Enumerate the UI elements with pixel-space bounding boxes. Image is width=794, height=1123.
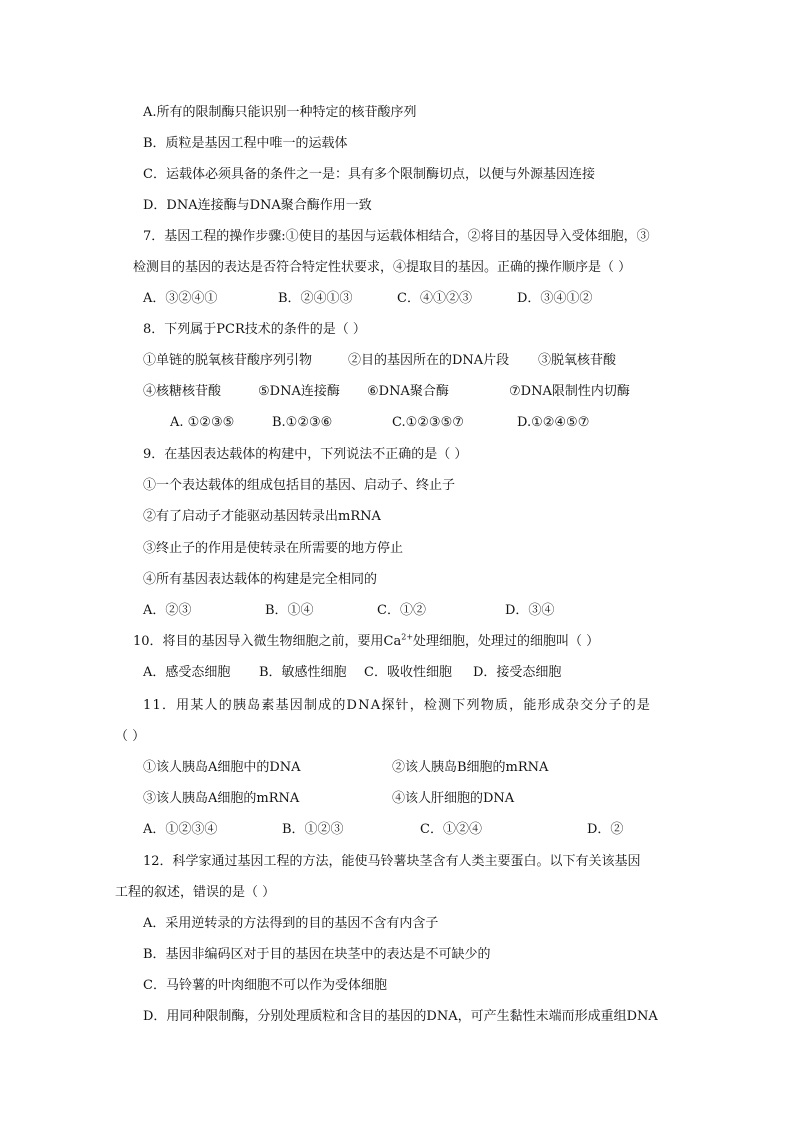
q9-option-a: A．②③ [143, 603, 192, 618]
q8-option-b: B.①②③⑥ [272, 415, 333, 430]
q11-items-row1 [143, 759, 703, 777]
q10-stem-before: 10．将目的基因导入微生物细胞之前，要用Ca [133, 634, 402, 649]
q12-stem-line1: 12．科学家通过基因工程的方法，能使马铃薯块茎含有人类主要蛋白。以下有关该基因 [143, 854, 641, 869]
q10-option-a: A．感受态细胞 [143, 665, 231, 680]
q11-option-d: D．② [587, 822, 624, 837]
q8-option-c: C.①②③⑤⑦ [392, 415, 464, 430]
q8-item-5: ⑤DNA连接酶 [258, 384, 340, 399]
q11-item-4: ④该人肝细胞的DNA [392, 791, 515, 806]
q9-item-2: ②有了启动子才能驱动基因转录出mRNA [143, 509, 381, 524]
q12-option-c: C．马铃薯的叶肉细胞不可以作为受体细胞 [143, 978, 387, 993]
q9-item-3: ③终止子的作用是使转录在所需要的地方停止 [143, 541, 404, 556]
q8-stem: 8．下列属于PCR技术的条件的是（ ） [143, 322, 366, 337]
q11-option-b: B．①②③ [282, 822, 344, 837]
q7-stem-line2: 检测目的基因的表达是否符合特定性状要求，④提取目的基因。正确的操作顺序是（ ） [133, 260, 632, 275]
q9-option-b: B．①④ [265, 603, 314, 618]
q8-items-row2 [143, 383, 703, 401]
q11-item-1: ①该人胰岛A细胞中的DNA [143, 760, 301, 775]
q8-item-4: ④核糖核苷酸 [143, 384, 222, 399]
q10-stem-superscript: 2+ [401, 632, 414, 642]
q11-stem-line2: （ ） [115, 729, 146, 744]
q8-item-2: ②目的基因所在的DNA片段 [348, 353, 510, 368]
q10-stem-after: 处理细胞，处理过的细胞叫（ ） [413, 634, 600, 649]
q11-item-2: ②该人胰岛B细胞的mRNA [392, 760, 549, 775]
q12-stem-line2: 工程的叙述，错误的是（ ） [115, 885, 276, 900]
q8-item-7: ⑦DNA限制性内切酶 [509, 384, 630, 399]
q9-item-4: ④所有基因表达载体的构建是完全相同的 [143, 572, 378, 587]
q10-options [143, 664, 703, 682]
q12-option-a: A．采用逆转录的方法得到的目的基因不含有内含子 [143, 916, 439, 931]
q11-option-a: A．①②③④ [143, 822, 218, 837]
q11-option-c: C．①②④ [420, 822, 482, 837]
q6-option-c: C．运载体必须具备的条件之一是：具有多个限制酶切点，以便与外源基因连接 [143, 167, 595, 182]
q12-option-b: B．基因非编码区对于目的基因在块茎中的表达是不可缺少的 [143, 947, 491, 962]
q7-option-a: A．③②④① [143, 291, 218, 306]
q12-option-d: D．用同种限制酶，分别处理质粒和含目的基因的DNA，可产生黏性末端而形成重组DNA [143, 1009, 658, 1024]
q10-option-b: B．敏感性细胞 [259, 665, 347, 680]
q7-option-b: B．②④①③ [278, 291, 353, 306]
q7-stem-line1: 7．基因工程的操作步骤:①使目的基因与运载体相结合，②将目的基因导入受体细胞，③ [143, 229, 650, 244]
q8-option-a: A. ①②③⑤ [170, 415, 235, 430]
q9-item-1: ①一个表达载体的组成包括目的基因、启动子、终止子 [143, 478, 456, 493]
q8-item-1: ①单链的脱氧核苷酸序列引物 [143, 353, 313, 368]
q11-stem-line1: 11．用某人的胰岛素基因制成的DNA探针，检测下列物质，能形成杂交分子的是 [143, 698, 652, 713]
q8-items-row1 [143, 352, 703, 370]
q11-options [143, 821, 703, 839]
q6-option-d: D．DNA连接酶与DNA聚合酶作用一致 [143, 198, 372, 213]
q6-option-a: A.所有的限制酶只能识别一种特定的核苷酸序列 [143, 105, 417, 120]
q7-option-d: D．③④①② [517, 291, 593, 306]
q10-option-d: D．接受态细胞 [473, 665, 562, 680]
q8-item-6: ⑥DNA聚合酶 [367, 384, 449, 399]
q8-options [170, 414, 690, 432]
q11-item-3: ③该人胰岛A细胞的mRNA [143, 791, 300, 806]
q11-items-row2 [143, 790, 703, 808]
q10-stem [133, 633, 599, 651]
q8-option-d: D.①②④⑤⑦ [517, 415, 590, 430]
q7-option-c: C．④①②③ [397, 291, 472, 306]
q9-option-c: C．①② [377, 603, 426, 618]
q9-options [143, 602, 703, 620]
q9-stem: 9．在基因表达载体的构建中，下列说法不正确的是（ ） [143, 447, 468, 462]
q10-option-c: C．吸收性细胞 [364, 665, 452, 680]
q8-item-3: ③脱氧核苷酸 [538, 353, 617, 368]
q9-option-d: D．③④ [505, 603, 555, 618]
q6-option-b: B．质粒是基因工程中唯一的运载体 [143, 136, 348, 151]
q7-options [143, 290, 703, 308]
